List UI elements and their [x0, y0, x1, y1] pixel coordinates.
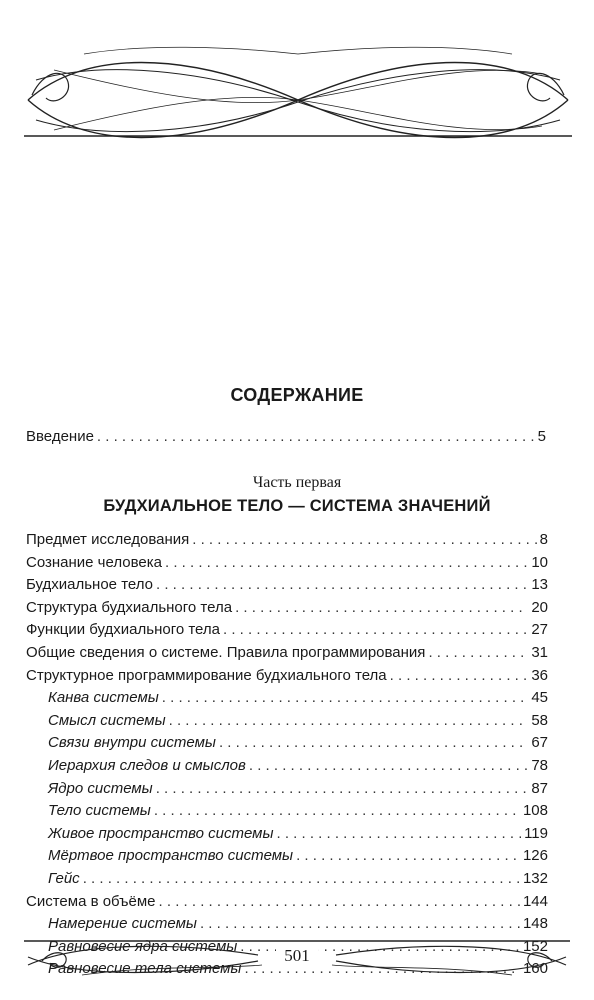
toc-entry-label: Сознание человека [26, 553, 162, 571]
toc-entry-page: 36 [531, 666, 548, 684]
toc-entry-page: 20 [531, 598, 548, 616]
toc-entry-page: 160 [522, 960, 548, 978]
dot-leader [159, 893, 520, 910]
toc-entry-page: 126 [522, 847, 548, 865]
toc-entry-label: Ядро системы [48, 779, 153, 797]
part-title: БУДХИАЛЬНОЕ ТЕЛО — СИСТЕМА ЗНАЧЕНИЙ [103, 497, 491, 515]
toc-entry-label: Смысл системы [48, 711, 166, 729]
toc-entry-page: 45 [531, 689, 548, 707]
page-title: СОДЕРЖАНИЕ [230, 385, 364, 405]
toc-entry-label: Связи внутри системы [48, 734, 216, 752]
toc-entry-label: Система в объёме [26, 892, 156, 910]
toc-entry-label: Намерение системы [48, 915, 197, 933]
toc-entry-page: 152 [522, 937, 548, 955]
toc-entry[interactable] [26, 554, 548, 577]
toc-entry-page: 10 [531, 553, 548, 571]
toc-entry-label: Предмет исследования [26, 531, 190, 548]
dot-leader [169, 712, 529, 729]
toc-entry[interactable] [26, 599, 548, 622]
toc-entry-label: Живое пространство системы [48, 824, 274, 842]
toc-entry-page: 87 [531, 779, 548, 797]
toc-entry[interactable] [26, 667, 548, 690]
dot-leader [390, 667, 529, 684]
toc-entry[interactable] [26, 780, 548, 803]
toc-entry-label: Мёртвое пространство системы [48, 847, 294, 865]
toc-entry[interactable] [26, 757, 548, 780]
dot-leader [162, 689, 529, 706]
top-ornament [24, 40, 572, 140]
toc-entry-label: Структурное программирование будхиального тела [26, 666, 387, 684]
toc-entry[interactable] [26, 847, 548, 870]
toc-entry[interactable] [26, 893, 548, 916]
toc-entry-page: 78 [531, 756, 548, 774]
toc-entry-page: 108 [522, 802, 548, 820]
dot-leader [219, 734, 528, 751]
toc-entry-label: Тело системы [48, 802, 151, 820]
toc-entry-label: Гейс [48, 869, 80, 887]
dot-leader [223, 621, 528, 638]
dot-leader [428, 644, 528, 661]
toc-entry[interactable] [26, 621, 548, 644]
toc-entry-intro[interactable] [26, 428, 546, 451]
dot-leader [83, 870, 520, 887]
toc-entry[interactable] [26, 825, 548, 848]
toc-entry-page: 8 [539, 531, 548, 548]
toc-entry[interactable] [26, 576, 548, 599]
toc-entry-label: Будхиальное тело [26, 576, 154, 594]
toc-entry[interactable] [26, 531, 548, 554]
dot-leader [200, 915, 520, 932]
toc-entry[interactable] [26, 734, 548, 757]
toc-entry[interactable] [26, 870, 548, 893]
dot-leader [192, 531, 536, 548]
dot-leader [277, 825, 522, 842]
dot-leader [249, 757, 528, 774]
toc-entry[interactable] [26, 644, 548, 667]
toc-entry-page: 119 [524, 824, 548, 842]
toc-entry-label: Структура будхиального тела [26, 598, 233, 616]
toc-entry-label: Иерархия следов и смыслов [48, 756, 246, 774]
toc-entry-page: 27 [531, 621, 548, 639]
part-label: Часть первая [252, 474, 342, 491]
dot-leader [156, 576, 528, 593]
dot-leader [296, 847, 520, 864]
toc-entry-label: Равновесие тела системы [48, 960, 242, 978]
toc-entry-page: 67 [531, 734, 548, 752]
page-number: 501 [0, 946, 594, 966]
toc-entry-label: Общие сведения о системе. Правила программирования [26, 643, 426, 661]
dot-leader [235, 599, 528, 616]
toc-entry-page: 5 [537, 428, 546, 445]
dot-leader [97, 428, 535, 445]
toc-entry-page: 148 [522, 915, 548, 933]
toc-entry-label: Введение [26, 428, 94, 445]
toc-entry-page: 31 [531, 643, 548, 661]
toc-entry-label: Канва системы [48, 689, 159, 707]
dot-leader [165, 554, 528, 571]
dot-leader [154, 802, 520, 819]
toc-list [26, 531, 548, 983]
toc-entry-page: 144 [522, 892, 548, 910]
toc-entry-page: 13 [531, 576, 548, 594]
dot-leader [156, 780, 529, 797]
toc-entry-page: 58 [531, 711, 548, 729]
toc-entry-page: 132 [522, 869, 548, 887]
toc-entry-label: Равновесие ядра системы [48, 937, 238, 955]
toc-entry-label: Функции будхиального тела [26, 621, 220, 639]
toc-entry[interactable] [26, 712, 548, 735]
toc-entry[interactable] [26, 689, 548, 712]
toc-entry[interactable] [26, 802, 548, 825]
